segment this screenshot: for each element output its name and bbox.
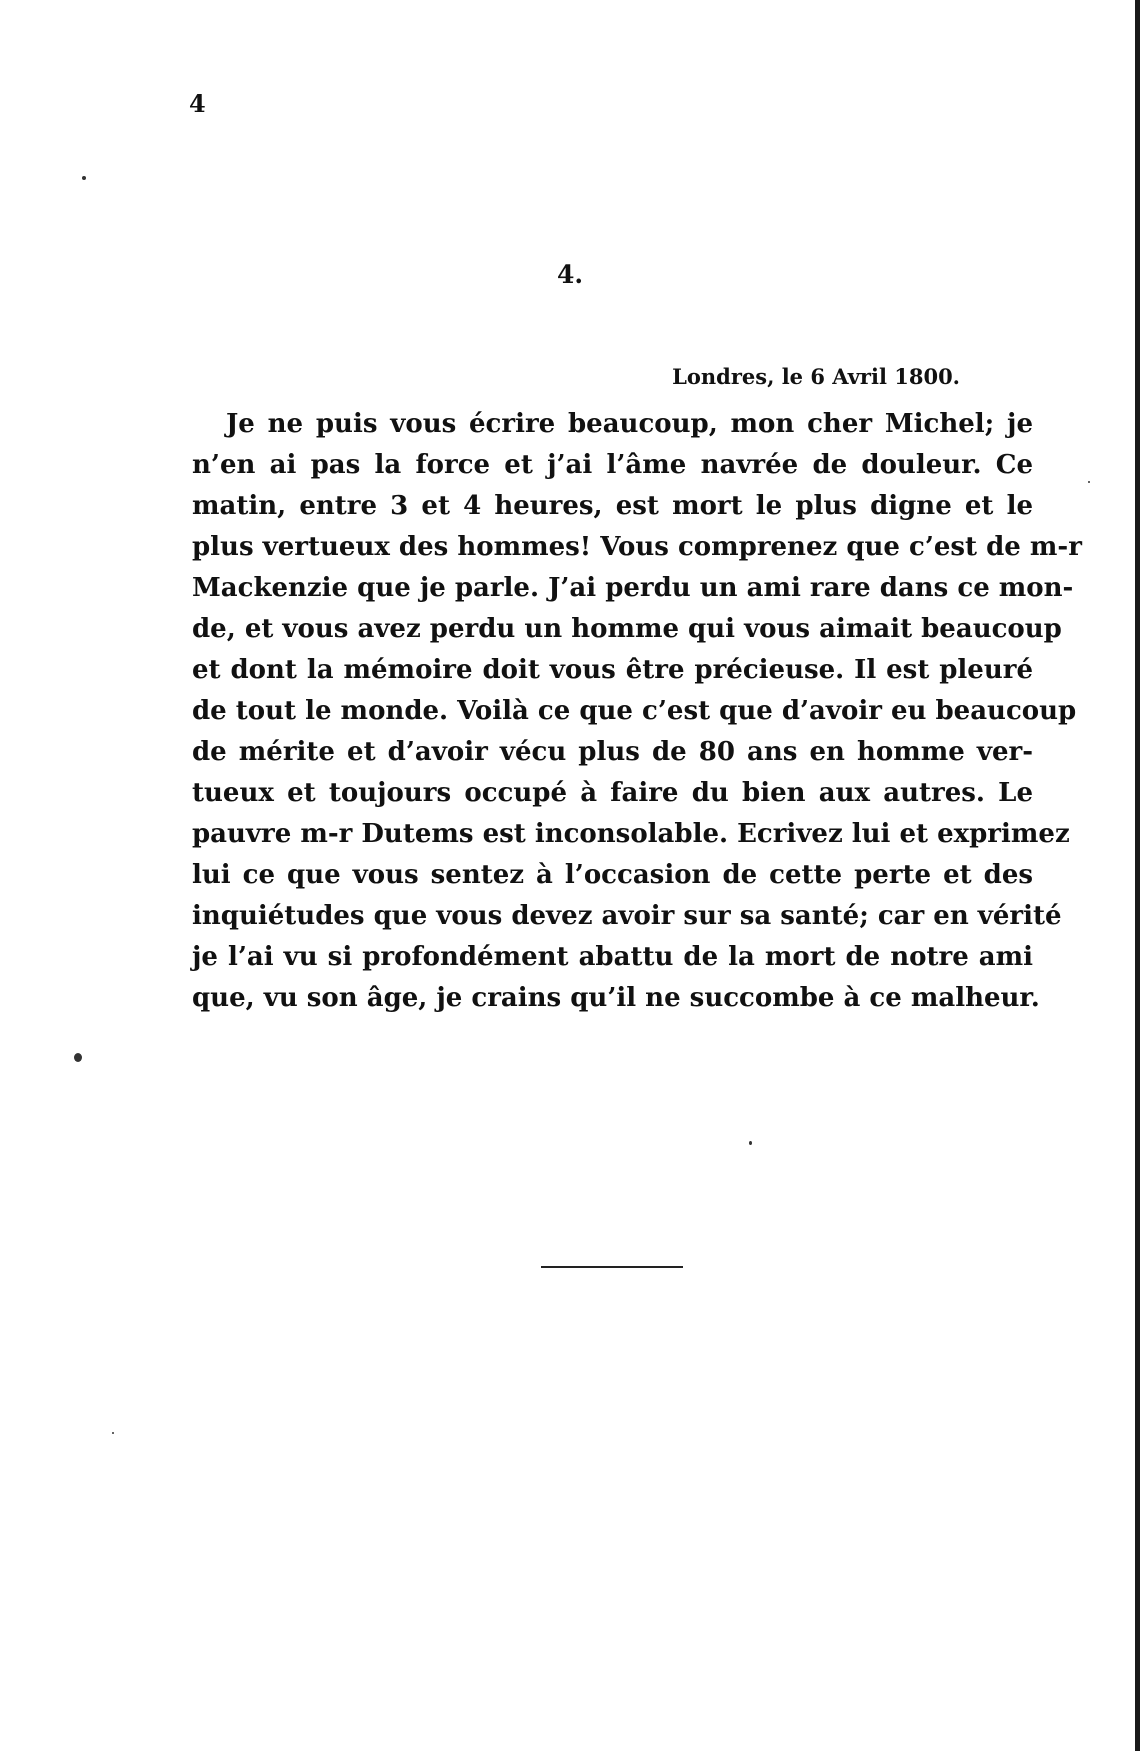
letter-line: je l’ai vu si profondément abattu de la mort de notre ami <box>192 942 1033 972</box>
letter-line: matin, entre 3 et 4 heures, est mort le plus digne et le <box>192 491 1033 521</box>
letter-line: n’en ai pas la force et j’ai l’âme navrée de douleur. Ce <box>192 450 1033 480</box>
scan-speck <box>82 176 86 180</box>
letter-line: Mackenzie que je parle. J’ai perdu un ami rare dans ce mon- <box>192 573 1074 603</box>
letter-line: de, et vous avez perdu un homme qui vous aimait beaucoup <box>192 614 1062 644</box>
letter-number: 4. <box>556 260 584 289</box>
closing-rule <box>541 1266 683 1268</box>
letter-line: de mérite et d’avoir vécu plus de 80 ans en homme ver- <box>192 737 1033 767</box>
letter-line: de tout le monde. Voilà ce que c’est que d’avoir eu beaucoup <box>192 696 1077 726</box>
letter-line: que, vu son âge, je crains qu’il ne succombe à ce malheur. <box>192 983 1040 1013</box>
scan-speck <box>749 1141 752 1145</box>
letter-line: inquiétudes que vous devez avoir sur sa santé; car en vérité <box>192 901 1062 931</box>
scan-speck <box>112 1432 114 1434</box>
letter-line: et dont la mémoire doit vous être précieuse. Il est pleuré <box>192 655 1033 685</box>
scan-speck <box>1088 481 1090 483</box>
letter-body <box>192 404 1082 1019</box>
letter-line: pauvre m-r Dutems est inconsolable. Ecrivez lui et exprimez <box>192 819 1070 849</box>
letter-line: tueux et toujours occupé à faire du bien aux autres. Le <box>192 778 1033 808</box>
letter-line: plus vertueux des hommes! Vous comprenez que c’est de m-r <box>192 532 1082 562</box>
letter-line: Je ne puis vous écrire beaucoup, mon cher Michel; je <box>226 409 1033 439</box>
dateline: Londres, le 6 Avril 1800. <box>672 364 960 389</box>
scan-speck <box>74 1053 82 1062</box>
letter-line: lui ce que vous sentez à l’occasion de cette perte et des <box>192 860 1033 890</box>
page-number: 4 <box>189 89 206 118</box>
